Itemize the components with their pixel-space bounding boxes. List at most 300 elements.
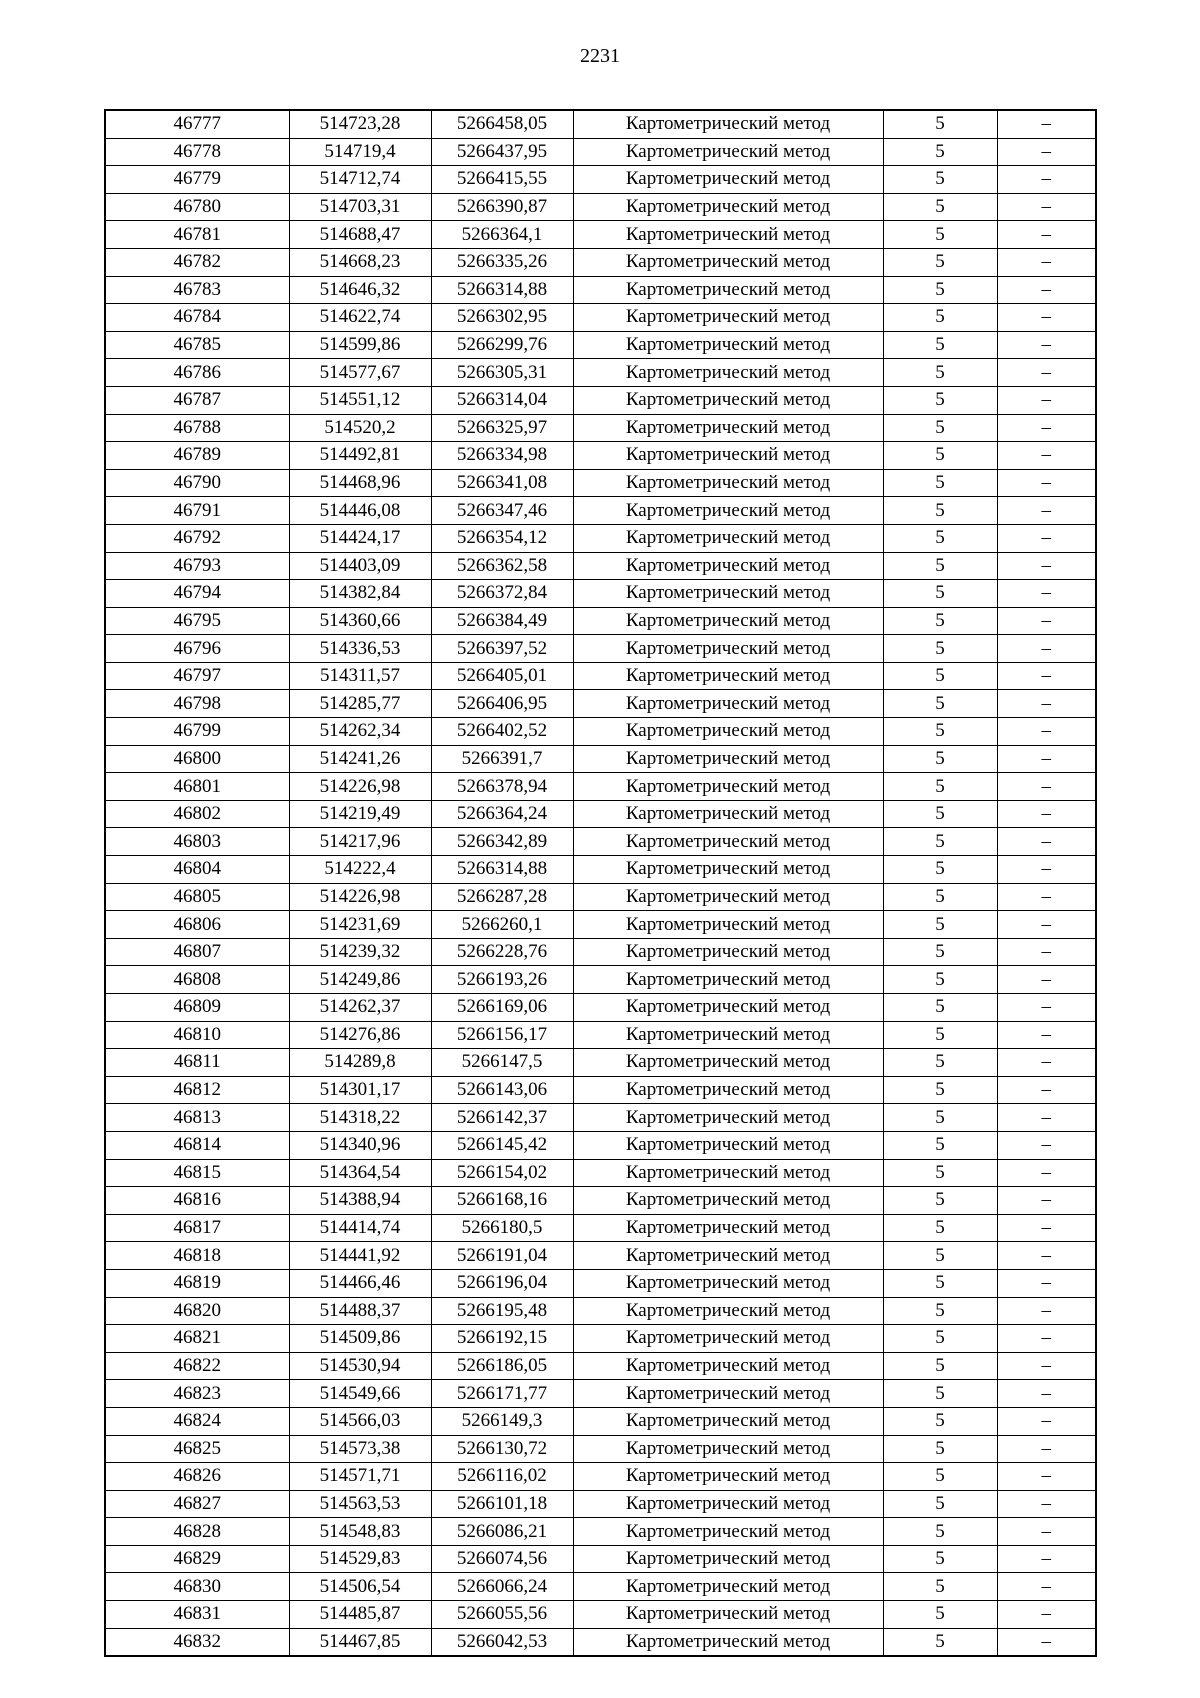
accuracy-cell: 5 (883, 690, 997, 718)
table-row (105, 1104, 1096, 1132)
point-number-cell: 46780 (105, 193, 289, 221)
table-row (105, 331, 1096, 359)
x-coordinate-cell: 514551,12 (289, 386, 431, 414)
x-coordinate-cell: 514219,49 (289, 800, 431, 828)
point-number-cell: 46811 (105, 1049, 289, 1077)
description-cell: – (997, 1352, 1096, 1380)
table-row (105, 828, 1096, 856)
x-coordinate-cell: 514336,53 (289, 635, 431, 663)
description-cell: – (997, 414, 1096, 442)
x-coordinate-cell: 514719,4 (289, 138, 431, 166)
method-cell: Картометрический метод (573, 580, 883, 608)
x-coordinate-cell: 514301,17 (289, 1076, 431, 1104)
accuracy-cell: 5 (883, 552, 997, 580)
x-coordinate-cell: 514688,47 (289, 221, 431, 249)
table-row (105, 607, 1096, 635)
description-cell: – (997, 138, 1096, 166)
description-cell: – (997, 1573, 1096, 1601)
point-number-cell: 46782 (105, 248, 289, 276)
y-coordinate-cell: 5266406,95 (431, 690, 573, 718)
table-row (105, 138, 1096, 166)
point-number-cell: 46799 (105, 718, 289, 746)
x-coordinate-cell: 514222,4 (289, 856, 431, 884)
point-number-cell: 46826 (105, 1463, 289, 1491)
description-cell: – (997, 773, 1096, 801)
page-number: 2231 (580, 45, 620, 67)
x-coordinate-cell: 514364,54 (289, 1159, 431, 1187)
table-row (105, 552, 1096, 580)
point-number-cell: 46777 (105, 110, 289, 138)
y-coordinate-cell: 5266149,3 (431, 1407, 573, 1435)
table-row (105, 1407, 1096, 1435)
description-cell: – (997, 994, 1096, 1022)
point-number-cell: 46778 (105, 138, 289, 166)
accuracy-cell: 5 (883, 745, 997, 773)
description-cell: – (997, 221, 1096, 249)
description-cell: – (997, 800, 1096, 828)
method-cell: Картометрический метод (573, 331, 883, 359)
point-number-cell: 46808 (105, 966, 289, 994)
point-number-cell: 46824 (105, 1407, 289, 1435)
point-number-cell: 46795 (105, 607, 289, 635)
x-coordinate-cell: 514529,83 (289, 1545, 431, 1573)
method-cell: Картометрический метод (573, 1159, 883, 1187)
point-number-cell: 46827 (105, 1490, 289, 1518)
y-coordinate-cell: 5266402,52 (431, 718, 573, 746)
table-row (105, 938, 1096, 966)
x-coordinate-cell: 514520,2 (289, 414, 431, 442)
table-row (105, 1518, 1096, 1546)
point-number-cell: 46818 (105, 1242, 289, 1270)
x-coordinate-cell: 514441,92 (289, 1242, 431, 1270)
table-row (105, 966, 1096, 994)
table-row (105, 773, 1096, 801)
method-cell: Картометрический метод (573, 359, 883, 387)
x-coordinate-cell: 514239,32 (289, 938, 431, 966)
point-number-cell: 46821 (105, 1325, 289, 1353)
x-coordinate-cell: 514622,74 (289, 304, 431, 332)
method-cell: Картометрический метод (573, 718, 883, 746)
point-number-cell: 46820 (105, 1297, 289, 1325)
table-row (105, 800, 1096, 828)
x-coordinate-cell: 514571,71 (289, 1463, 431, 1491)
table-row (105, 690, 1096, 718)
y-coordinate-cell: 5266305,31 (431, 359, 573, 387)
method-cell: Картометрический метод (573, 1490, 883, 1518)
x-coordinate-cell: 514285,77 (289, 690, 431, 718)
description-cell: – (997, 938, 1096, 966)
point-number-cell: 46816 (105, 1187, 289, 1215)
method-cell: Картометрический метод (573, 1518, 883, 1546)
table-row (105, 1601, 1096, 1629)
accuracy-cell: 5 (883, 662, 997, 690)
description-cell: – (997, 1242, 1096, 1270)
x-coordinate-cell: 514382,84 (289, 580, 431, 608)
accuracy-cell: 5 (883, 304, 997, 332)
y-coordinate-cell: 5266260,1 (431, 911, 573, 939)
point-number-cell: 46792 (105, 524, 289, 552)
point-number-cell: 46806 (105, 911, 289, 939)
description-cell: – (997, 1131, 1096, 1159)
method-cell: Картометрический метод (573, 800, 883, 828)
y-coordinate-cell: 5266192,15 (431, 1325, 573, 1353)
table-row (105, 359, 1096, 387)
accuracy-cell: 5 (883, 221, 997, 249)
table-row (105, 524, 1096, 552)
accuracy-cell: 5 (883, 193, 997, 221)
method-cell: Картометрический метод (573, 607, 883, 635)
accuracy-cell: 5 (883, 1628, 997, 1656)
description-cell: – (997, 883, 1096, 911)
point-number-cell: 46815 (105, 1159, 289, 1187)
method-cell: Картометрический метод (573, 1435, 883, 1463)
table-row (105, 110, 1096, 138)
method-cell: Картометрический метод (573, 635, 883, 663)
y-coordinate-cell: 5266101,18 (431, 1490, 573, 1518)
description-cell: – (997, 690, 1096, 718)
method-cell: Картометрический метод (573, 1628, 883, 1656)
accuracy-cell: 5 (883, 524, 997, 552)
x-coordinate-cell: 514276,86 (289, 1021, 431, 1049)
y-coordinate-cell: 5266228,76 (431, 938, 573, 966)
description-cell: – (997, 166, 1096, 194)
x-coordinate-cell: 514231,69 (289, 911, 431, 939)
table-row (105, 1242, 1096, 1270)
point-number-cell: 46784 (105, 304, 289, 332)
y-coordinate-cell: 5266354,12 (431, 524, 573, 552)
description-cell: – (997, 1518, 1096, 1546)
table-row (105, 166, 1096, 194)
table-row (105, 248, 1096, 276)
table-row (105, 1628, 1096, 1656)
x-coordinate-cell: 514506,54 (289, 1573, 431, 1601)
description-cell: – (997, 248, 1096, 276)
accuracy-cell: 5 (883, 1407, 997, 1435)
y-coordinate-cell: 5266299,76 (431, 331, 573, 359)
table-row (105, 1545, 1096, 1573)
table-row (105, 911, 1096, 939)
x-coordinate-cell: 514403,09 (289, 552, 431, 580)
method-cell: Картометрический метод (573, 773, 883, 801)
description-cell: – (997, 1269, 1096, 1297)
method-cell: Картометрический метод (573, 938, 883, 966)
y-coordinate-cell: 5266314,88 (431, 276, 573, 304)
accuracy-cell: 5 (883, 635, 997, 663)
y-coordinate-cell: 5266066,24 (431, 1573, 573, 1601)
y-coordinate-cell: 5266325,97 (431, 414, 573, 442)
method-cell: Картометрический метод (573, 1380, 883, 1408)
y-coordinate-cell: 5266143,06 (431, 1076, 573, 1104)
method-cell: Картометрический метод (573, 497, 883, 525)
point-number-cell: 46805 (105, 883, 289, 911)
table-row (105, 1214, 1096, 1242)
method-cell: Картометрический метод (573, 856, 883, 884)
description-cell: – (997, 1380, 1096, 1408)
accuracy-cell: 5 (883, 607, 997, 635)
accuracy-cell: 5 (883, 276, 997, 304)
description-cell: – (997, 1021, 1096, 1049)
table-row (105, 745, 1096, 773)
method-cell: Картометрический метод (573, 1214, 883, 1242)
table-row (105, 1187, 1096, 1215)
accuracy-cell: 5 (883, 911, 997, 939)
y-coordinate-cell: 5266156,17 (431, 1021, 573, 1049)
table-row (105, 883, 1096, 911)
description-cell: – (997, 1435, 1096, 1463)
accuracy-cell: 5 (883, 1076, 997, 1104)
x-coordinate-cell: 514262,37 (289, 994, 431, 1022)
point-number-cell: 46830 (105, 1573, 289, 1601)
description-cell: – (997, 1104, 1096, 1132)
method-cell: Картометрический метод (573, 442, 883, 470)
point-number-cell: 46807 (105, 938, 289, 966)
table-row (105, 718, 1096, 746)
accuracy-cell: 5 (883, 331, 997, 359)
table-row (105, 1573, 1096, 1601)
description-cell: – (997, 469, 1096, 497)
description-cell: – (997, 1545, 1096, 1573)
method-cell: Картометрический метод (573, 966, 883, 994)
y-coordinate-cell: 5266334,98 (431, 442, 573, 470)
accuracy-cell: 5 (883, 414, 997, 442)
method-cell: Картометрический метод (573, 1325, 883, 1353)
accuracy-cell: 5 (883, 138, 997, 166)
point-number-cell: 46812 (105, 1076, 289, 1104)
accuracy-cell: 5 (883, 1049, 997, 1077)
method-cell: Картометрический метод (573, 221, 883, 249)
description-cell: – (997, 1628, 1096, 1656)
accuracy-cell: 5 (883, 718, 997, 746)
method-cell: Картометрический метод (573, 690, 883, 718)
accuracy-cell: 5 (883, 1325, 997, 1353)
method-cell: Картометрический метод (573, 1545, 883, 1573)
method-cell: Картометрический метод (573, 166, 883, 194)
point-number-cell: 46798 (105, 690, 289, 718)
y-coordinate-cell: 5266130,72 (431, 1435, 573, 1463)
method-cell: Картометрический метод (573, 1463, 883, 1491)
point-number-cell: 46797 (105, 662, 289, 690)
accuracy-cell: 5 (883, 994, 997, 1022)
y-coordinate-cell: 5266145,42 (431, 1131, 573, 1159)
y-coordinate-cell: 5266142,37 (431, 1104, 573, 1132)
description-cell: – (997, 1325, 1096, 1353)
x-coordinate-cell: 514414,74 (289, 1214, 431, 1242)
method-cell: Картометрический метод (573, 1297, 883, 1325)
method-cell: Картометрический метод (573, 1407, 883, 1435)
table-row (105, 469, 1096, 497)
x-coordinate-cell: 514548,83 (289, 1518, 431, 1546)
x-coordinate-cell: 514563,53 (289, 1490, 431, 1518)
point-number-cell: 46822 (105, 1352, 289, 1380)
coordinates-table (104, 109, 1097, 1657)
table-row (105, 1076, 1096, 1104)
method-cell: Картометрический метод (573, 662, 883, 690)
description-cell: – (997, 1490, 1096, 1518)
y-coordinate-cell: 5266384,49 (431, 607, 573, 635)
table-row (105, 193, 1096, 221)
description-cell: – (997, 552, 1096, 580)
table-row (105, 276, 1096, 304)
method-cell: Картометрический метод (573, 1187, 883, 1215)
point-number-cell: 46783 (105, 276, 289, 304)
description-cell: – (997, 911, 1096, 939)
y-coordinate-cell: 5266342,89 (431, 828, 573, 856)
method-cell: Картометрический метод (573, 1049, 883, 1077)
y-coordinate-cell: 5266405,01 (431, 662, 573, 690)
accuracy-cell: 5 (883, 248, 997, 276)
y-coordinate-cell: 5266154,02 (431, 1159, 573, 1187)
table-row (105, 1463, 1096, 1491)
x-coordinate-cell: 514712,74 (289, 166, 431, 194)
accuracy-cell: 5 (883, 800, 997, 828)
point-number-cell: 46814 (105, 1131, 289, 1159)
accuracy-cell: 5 (883, 1297, 997, 1325)
point-number-cell: 46819 (105, 1269, 289, 1297)
table-row (105, 1049, 1096, 1077)
method-cell: Картометрический метод (573, 1104, 883, 1132)
table-row (105, 1352, 1096, 1380)
y-coordinate-cell: 5266168,16 (431, 1187, 573, 1215)
point-number-cell: 46800 (105, 745, 289, 773)
accuracy-cell: 5 (883, 1159, 997, 1187)
accuracy-cell: 5 (883, 442, 997, 470)
accuracy-cell: 5 (883, 166, 997, 194)
table-row (105, 1380, 1096, 1408)
x-coordinate-cell: 514573,38 (289, 1435, 431, 1463)
accuracy-cell: 5 (883, 1021, 997, 1049)
method-cell: Картометрический метод (573, 911, 883, 939)
y-coordinate-cell: 5266314,04 (431, 386, 573, 414)
method-cell: Картометрический метод (573, 552, 883, 580)
x-coordinate-cell: 514530,94 (289, 1352, 431, 1380)
accuracy-cell: 5 (883, 497, 997, 525)
y-coordinate-cell: 5266347,46 (431, 497, 573, 525)
method-cell: Картометрический метод (573, 1573, 883, 1601)
x-coordinate-cell: 514340,96 (289, 1131, 431, 1159)
x-coordinate-cell: 514549,66 (289, 1380, 431, 1408)
y-coordinate-cell: 5266397,52 (431, 635, 573, 663)
point-number-cell: 46825 (105, 1435, 289, 1463)
y-coordinate-cell: 5266437,95 (431, 138, 573, 166)
accuracy-cell: 5 (883, 580, 997, 608)
point-number-cell: 46785 (105, 331, 289, 359)
table-body (105, 110, 1096, 1656)
description-cell: – (997, 1159, 1096, 1187)
method-cell: Картометрический метод (573, 1352, 883, 1380)
description-cell: – (997, 1463, 1096, 1491)
point-number-cell: 46793 (105, 552, 289, 580)
description-cell: – (997, 635, 1096, 663)
method-cell: Картометрический метод (573, 469, 883, 497)
description-cell: – (997, 524, 1096, 552)
y-coordinate-cell: 5266314,88 (431, 856, 573, 884)
accuracy-cell: 5 (883, 828, 997, 856)
x-coordinate-cell: 514703,31 (289, 193, 431, 221)
method-cell: Картометрический метод (573, 276, 883, 304)
y-coordinate-cell: 5266169,06 (431, 994, 573, 1022)
description-cell: – (997, 331, 1096, 359)
description-cell: – (997, 718, 1096, 746)
y-coordinate-cell: 5266116,02 (431, 1463, 573, 1491)
method-cell: Картометрический метод (573, 1269, 883, 1297)
x-coordinate-cell: 514241,26 (289, 745, 431, 773)
y-coordinate-cell: 5266042,53 (431, 1628, 573, 1656)
description-cell: – (997, 1407, 1096, 1435)
accuracy-cell: 5 (883, 938, 997, 966)
y-coordinate-cell: 5266147,5 (431, 1049, 573, 1077)
accuracy-cell: 5 (883, 1214, 997, 1242)
x-coordinate-cell: 514468,96 (289, 469, 431, 497)
point-number-cell: 46789 (105, 442, 289, 470)
y-coordinate-cell: 5266191,04 (431, 1242, 573, 1270)
description-cell: – (997, 745, 1096, 773)
x-coordinate-cell: 514599,86 (289, 331, 431, 359)
y-coordinate-cell: 5266086,21 (431, 1518, 573, 1546)
x-coordinate-cell: 514485,87 (289, 1601, 431, 1629)
accuracy-cell: 5 (883, 883, 997, 911)
y-coordinate-cell: 5266171,77 (431, 1380, 573, 1408)
table-row (105, 1325, 1096, 1353)
description-cell: – (997, 276, 1096, 304)
point-number-cell: 46788 (105, 414, 289, 442)
method-cell: Картометрический метод (573, 414, 883, 442)
x-coordinate-cell: 514646,32 (289, 276, 431, 304)
table-row (105, 856, 1096, 884)
x-coordinate-cell: 514360,66 (289, 607, 431, 635)
x-coordinate-cell: 514492,81 (289, 442, 431, 470)
point-number-cell: 46829 (105, 1545, 289, 1573)
point-number-cell: 46817 (105, 1214, 289, 1242)
x-coordinate-cell: 514249,86 (289, 966, 431, 994)
table-row (105, 1490, 1096, 1518)
accuracy-cell: 5 (883, 856, 997, 884)
point-number-cell: 46831 (105, 1601, 289, 1629)
point-number-cell: 46803 (105, 828, 289, 856)
description-cell: – (997, 110, 1096, 138)
description-cell: – (997, 1049, 1096, 1077)
description-cell: – (997, 662, 1096, 690)
table-row (105, 1131, 1096, 1159)
point-number-cell: 46802 (105, 800, 289, 828)
method-cell: Картометрический метод (573, 1021, 883, 1049)
table-row (105, 662, 1096, 690)
y-coordinate-cell: 5266364,24 (431, 800, 573, 828)
description-cell: – (997, 193, 1096, 221)
y-coordinate-cell: 5266341,08 (431, 469, 573, 497)
x-coordinate-cell: 514226,98 (289, 883, 431, 911)
description-cell: – (997, 966, 1096, 994)
y-coordinate-cell: 5266193,26 (431, 966, 573, 994)
table-row (105, 386, 1096, 414)
description-cell: – (997, 304, 1096, 332)
accuracy-cell: 5 (883, 469, 997, 497)
accuracy-cell: 5 (883, 1131, 997, 1159)
table-row (105, 414, 1096, 442)
point-number-cell: 46786 (105, 359, 289, 387)
y-coordinate-cell: 5266391,7 (431, 745, 573, 773)
method-cell: Картометрический метод (573, 1601, 883, 1629)
y-coordinate-cell: 5266287,28 (431, 883, 573, 911)
accuracy-cell: 5 (883, 966, 997, 994)
x-coordinate-cell: 514466,46 (289, 1269, 431, 1297)
y-coordinate-cell: 5266362,58 (431, 552, 573, 580)
method-cell: Картометрический метод (573, 248, 883, 276)
x-coordinate-cell: 514318,22 (289, 1104, 431, 1132)
point-number-cell: 46823 (105, 1380, 289, 1408)
x-coordinate-cell: 514577,67 (289, 359, 431, 387)
accuracy-cell: 5 (883, 773, 997, 801)
description-cell: – (997, 442, 1096, 470)
